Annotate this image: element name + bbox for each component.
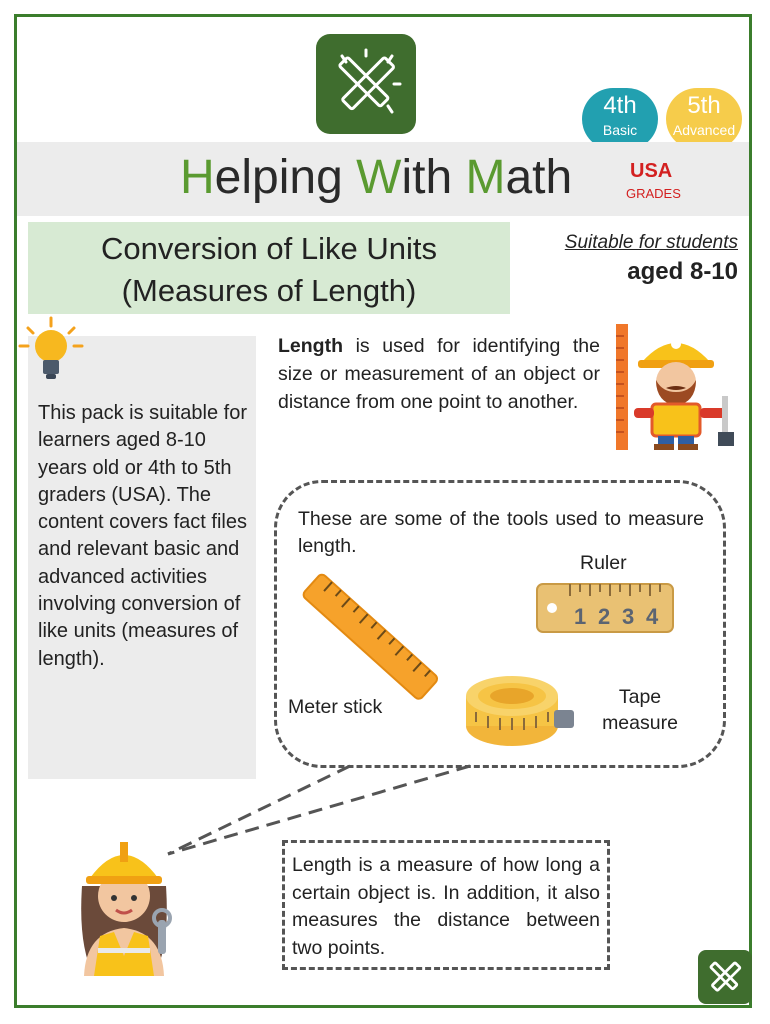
age-range: aged 8-10 bbox=[627, 258, 738, 285]
lightbulb-icon bbox=[18, 316, 84, 387]
tape-measure-icon bbox=[462, 666, 578, 755]
grade-number: 5th bbox=[687, 92, 721, 119]
ruler-icon bbox=[536, 582, 676, 639]
grade-bubble-4th bbox=[582, 88, 658, 150]
ruler-label: Ruler bbox=[580, 552, 627, 574]
grade-level: Basic bbox=[602, 122, 638, 138]
tape-measure-label: Tape measure bbox=[602, 686, 678, 734]
grade-bubble-5th bbox=[666, 88, 742, 150]
pencil-ruler-icon bbox=[698, 950, 752, 1004]
female-worker-illustration bbox=[64, 836, 184, 981]
ruler-number: 1 bbox=[574, 604, 587, 629]
country-label: USA bbox=[630, 160, 673, 182]
grade-level: Advanced bbox=[672, 122, 736, 138]
intro-paragraph: Length is used for identifying the size or measurement of an object or distance from one point to another. bbox=[278, 335, 600, 413]
grade-number: 4th bbox=[603, 92, 637, 119]
meter-stick-icon bbox=[300, 566, 442, 711]
ruler-number: 4 bbox=[646, 604, 659, 629]
sidebar-text: This pack is suitable for learners aged 8-10 years old or 4th to 5th graders (USA). The content covers fact files and relevant basic and advanced activities involving conversion of like units (measures of length). bbox=[38, 402, 247, 670]
topic-title: Conversion of Like Units (Measures of Length) bbox=[101, 231, 437, 308]
grades-label: GRADES bbox=[626, 186, 681, 201]
suitable-label: Suitable for students bbox=[564, 232, 738, 253]
page-title: Helping With Math bbox=[180, 151, 573, 204]
pencil-ruler-icon bbox=[316, 34, 416, 134]
ruler-number: 3 bbox=[622, 604, 635, 629]
tools-text: These are some of the tools used to measure length. bbox=[298, 508, 704, 557]
worker-with-measuring-stick-illustration bbox=[612, 322, 742, 457]
definition-text: Length is a measure of how long a certain object is. In addition, it also measures the distance between two points. bbox=[292, 854, 600, 959]
ruler-number: 2 bbox=[598, 604, 611, 629]
meter-stick-label: Meter stick bbox=[288, 696, 383, 718]
